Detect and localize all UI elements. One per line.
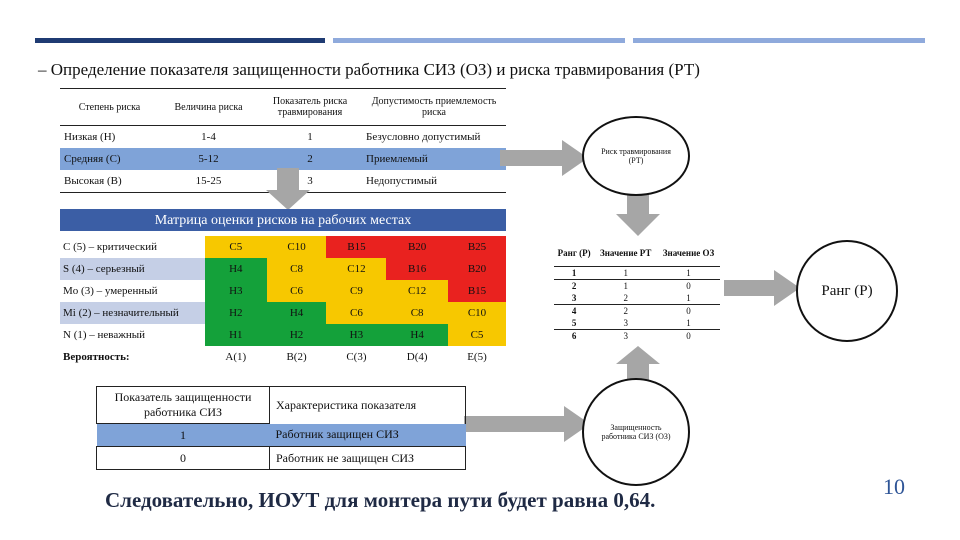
table-row (554, 330, 720, 343)
risk-value: 15-25 (195, 175, 222, 187)
protection-value: 1 (97, 424, 270, 447)
risk-degree: Низкая (Н) (64, 131, 116, 143)
rank-cell: 6 (571, 330, 577, 341)
circle-risk-injury (582, 116, 690, 196)
matrix-row-label: N (1) – неважный (63, 329, 145, 341)
risk-value: 1-4 (201, 131, 216, 143)
rank-cell: 1 (657, 292, 720, 305)
matrix-cell: С10 (448, 302, 506, 324)
table-row (97, 424, 466, 447)
risk-indicator: 1 (307, 131, 313, 143)
circle-rank-label: Ранг (Р) (821, 282, 873, 299)
circle-rank (796, 240, 898, 342)
matrix-cell: С5 (448, 324, 506, 346)
matrix-cell: Н4 (205, 258, 267, 280)
rank-header: Значение ОЗ (657, 240, 720, 267)
conclusion-text: Следовательно, ИОУТ для монтера пути будет равна 0,64. (105, 488, 656, 512)
matrix-cell: С5 (205, 236, 267, 258)
table-row (60, 346, 506, 368)
matrix-cell: Н4 (386, 324, 448, 346)
risk-header-value: Величина риска (159, 89, 258, 126)
top-bar-2 (333, 38, 625, 43)
table-row (60, 258, 506, 280)
probability-value: D(4) (406, 351, 428, 363)
matrix-cell: В25 (448, 236, 506, 258)
table-row (554, 240, 720, 267)
protection-header-characteristic: Характеристика показателя (270, 387, 466, 424)
table-row (554, 317, 720, 330)
risk-table-header (60, 89, 506, 126)
circle-risk-label: Риск травмирования (РТ) (601, 147, 671, 165)
matrix-cell: С10 (267, 236, 327, 258)
matrix-cell: С8 (267, 258, 327, 280)
risk-matrix (60, 236, 506, 368)
rank-cell: 1 (657, 267, 720, 280)
rank-cell: 1 (657, 317, 720, 330)
arrow-right-icon (500, 138, 590, 178)
table-row (60, 148, 506, 170)
matrix-cell: Н2 (267, 324, 327, 346)
matrix-cell: С12 (386, 280, 448, 302)
matrix-cell: Н1 (205, 324, 267, 346)
table-row (97, 447, 466, 470)
arrow-right-icon (724, 268, 800, 308)
probability-value: С(3) (346, 351, 367, 363)
risk-acceptability: Приемлемый (362, 148, 506, 170)
rank-cell: 0 (686, 305, 691, 316)
matrix-cell: С9 (326, 280, 386, 302)
rank-cell: 2 (594, 292, 657, 305)
protection-header-indicator: Показатель защищенности работника СИЗ (97, 387, 270, 424)
rank-cell: 4 (571, 305, 577, 316)
risk-acceptability: Безусловно допустимый (366, 131, 481, 143)
table-row (554, 292, 720, 305)
matrix-row-label: S (4) – серьезный (60, 258, 205, 280)
matrix-row-label: Mo (3) – умеренный (63, 285, 158, 297)
heading-dash: – (38, 60, 47, 79)
matrix-cell: С12 (326, 258, 386, 280)
matrix-cell: В20 (386, 236, 448, 258)
risk-degree: Средняя (С) (60, 148, 159, 170)
risk-header-indicator: Показатель риска травмирования (258, 89, 362, 126)
table-row (554, 280, 720, 293)
probability-value: А(1) (225, 351, 247, 363)
rank-cell: 3 (554, 292, 594, 305)
rank-cell: 5 (554, 317, 594, 330)
arrow-right-icon (464, 404, 592, 444)
matrix-row-label: С (5) – критический (63, 241, 158, 253)
table-row (60, 302, 506, 324)
risk-value: 5-12 (159, 148, 258, 170)
table-row (554, 305, 720, 318)
slide-heading (38, 60, 700, 80)
rank-cell: 1 (594, 267, 657, 280)
matrix-cell: В16 (386, 258, 448, 280)
matrix-title: Матрица оценки рисков на рабочих местах (60, 209, 506, 231)
matrix-cell: Н3 (205, 280, 267, 302)
matrix-cell: С6 (267, 280, 327, 302)
rank-cell: 1 (554, 267, 594, 280)
table-row (60, 236, 506, 258)
top-bar-1 (35, 38, 325, 43)
table-row (60, 324, 506, 346)
matrix-cell: С6 (326, 302, 386, 324)
protection-table (96, 386, 466, 470)
arrow-up-icon (616, 346, 660, 382)
probability-value: Е(5) (467, 351, 487, 363)
rank-header: Значение РТ (594, 240, 657, 267)
matrix-cell: С8 (386, 302, 448, 324)
heading-text: Определение показателя защищенности работника СИЗ (ОЗ) и риска травмирования (РТ) (50, 60, 700, 79)
page-number: 10 (883, 474, 905, 499)
matrix-cell: В15 (326, 236, 386, 258)
circle-protection-label: Защищенность работника СИЗ (ОЗ) (601, 423, 671, 441)
risk-header-degree: Степень риска (60, 89, 159, 126)
table-row (60, 280, 506, 302)
protection-characteristic: Работник защищен СИЗ (270, 424, 466, 447)
matrix-cell: Н2 (205, 302, 267, 324)
matrix-cell: Н4 (267, 302, 327, 324)
risk-header-acceptability: Допустимость приемлемость риска (362, 89, 506, 126)
risk-indicator: 3 (307, 175, 313, 187)
table-row (554, 267, 720, 280)
arrow-down-icon (616, 190, 660, 236)
matrix-row-label: Mi (2) – незначительный (60, 302, 205, 324)
table-row (60, 126, 506, 149)
top-bar-3 (633, 38, 925, 43)
risk-indicator: 2 (258, 148, 362, 170)
matrix-cell: В20 (448, 258, 506, 280)
matrix-cell: В15 (448, 280, 506, 302)
circle-protection (582, 378, 690, 486)
rank-cell: 2 (623, 305, 628, 316)
table-row (97, 387, 466, 424)
rank-cell: 3 (623, 330, 628, 341)
rank-header: Ранг (Р) (554, 240, 594, 267)
protection-characteristic: Работник не защищен СИЗ (276, 450, 415, 465)
protection-value: 0 (97, 447, 270, 470)
rank-cell: 1 (623, 280, 628, 291)
rank-cell: 0 (686, 280, 691, 291)
rank-cell: 0 (686, 330, 691, 341)
rank-cell: 2 (571, 280, 577, 291)
matrix-cell: Н3 (326, 324, 386, 346)
risk-acceptability: Недопустимый (366, 175, 437, 187)
rank-cell: 3 (594, 317, 657, 330)
risk-degree: Высокая (В) (64, 175, 122, 187)
probability-label: Вероятность: (63, 351, 130, 363)
arrow-down-icon (266, 168, 310, 210)
rank-table (554, 240, 720, 342)
probability-value: В(2) (286, 351, 307, 363)
